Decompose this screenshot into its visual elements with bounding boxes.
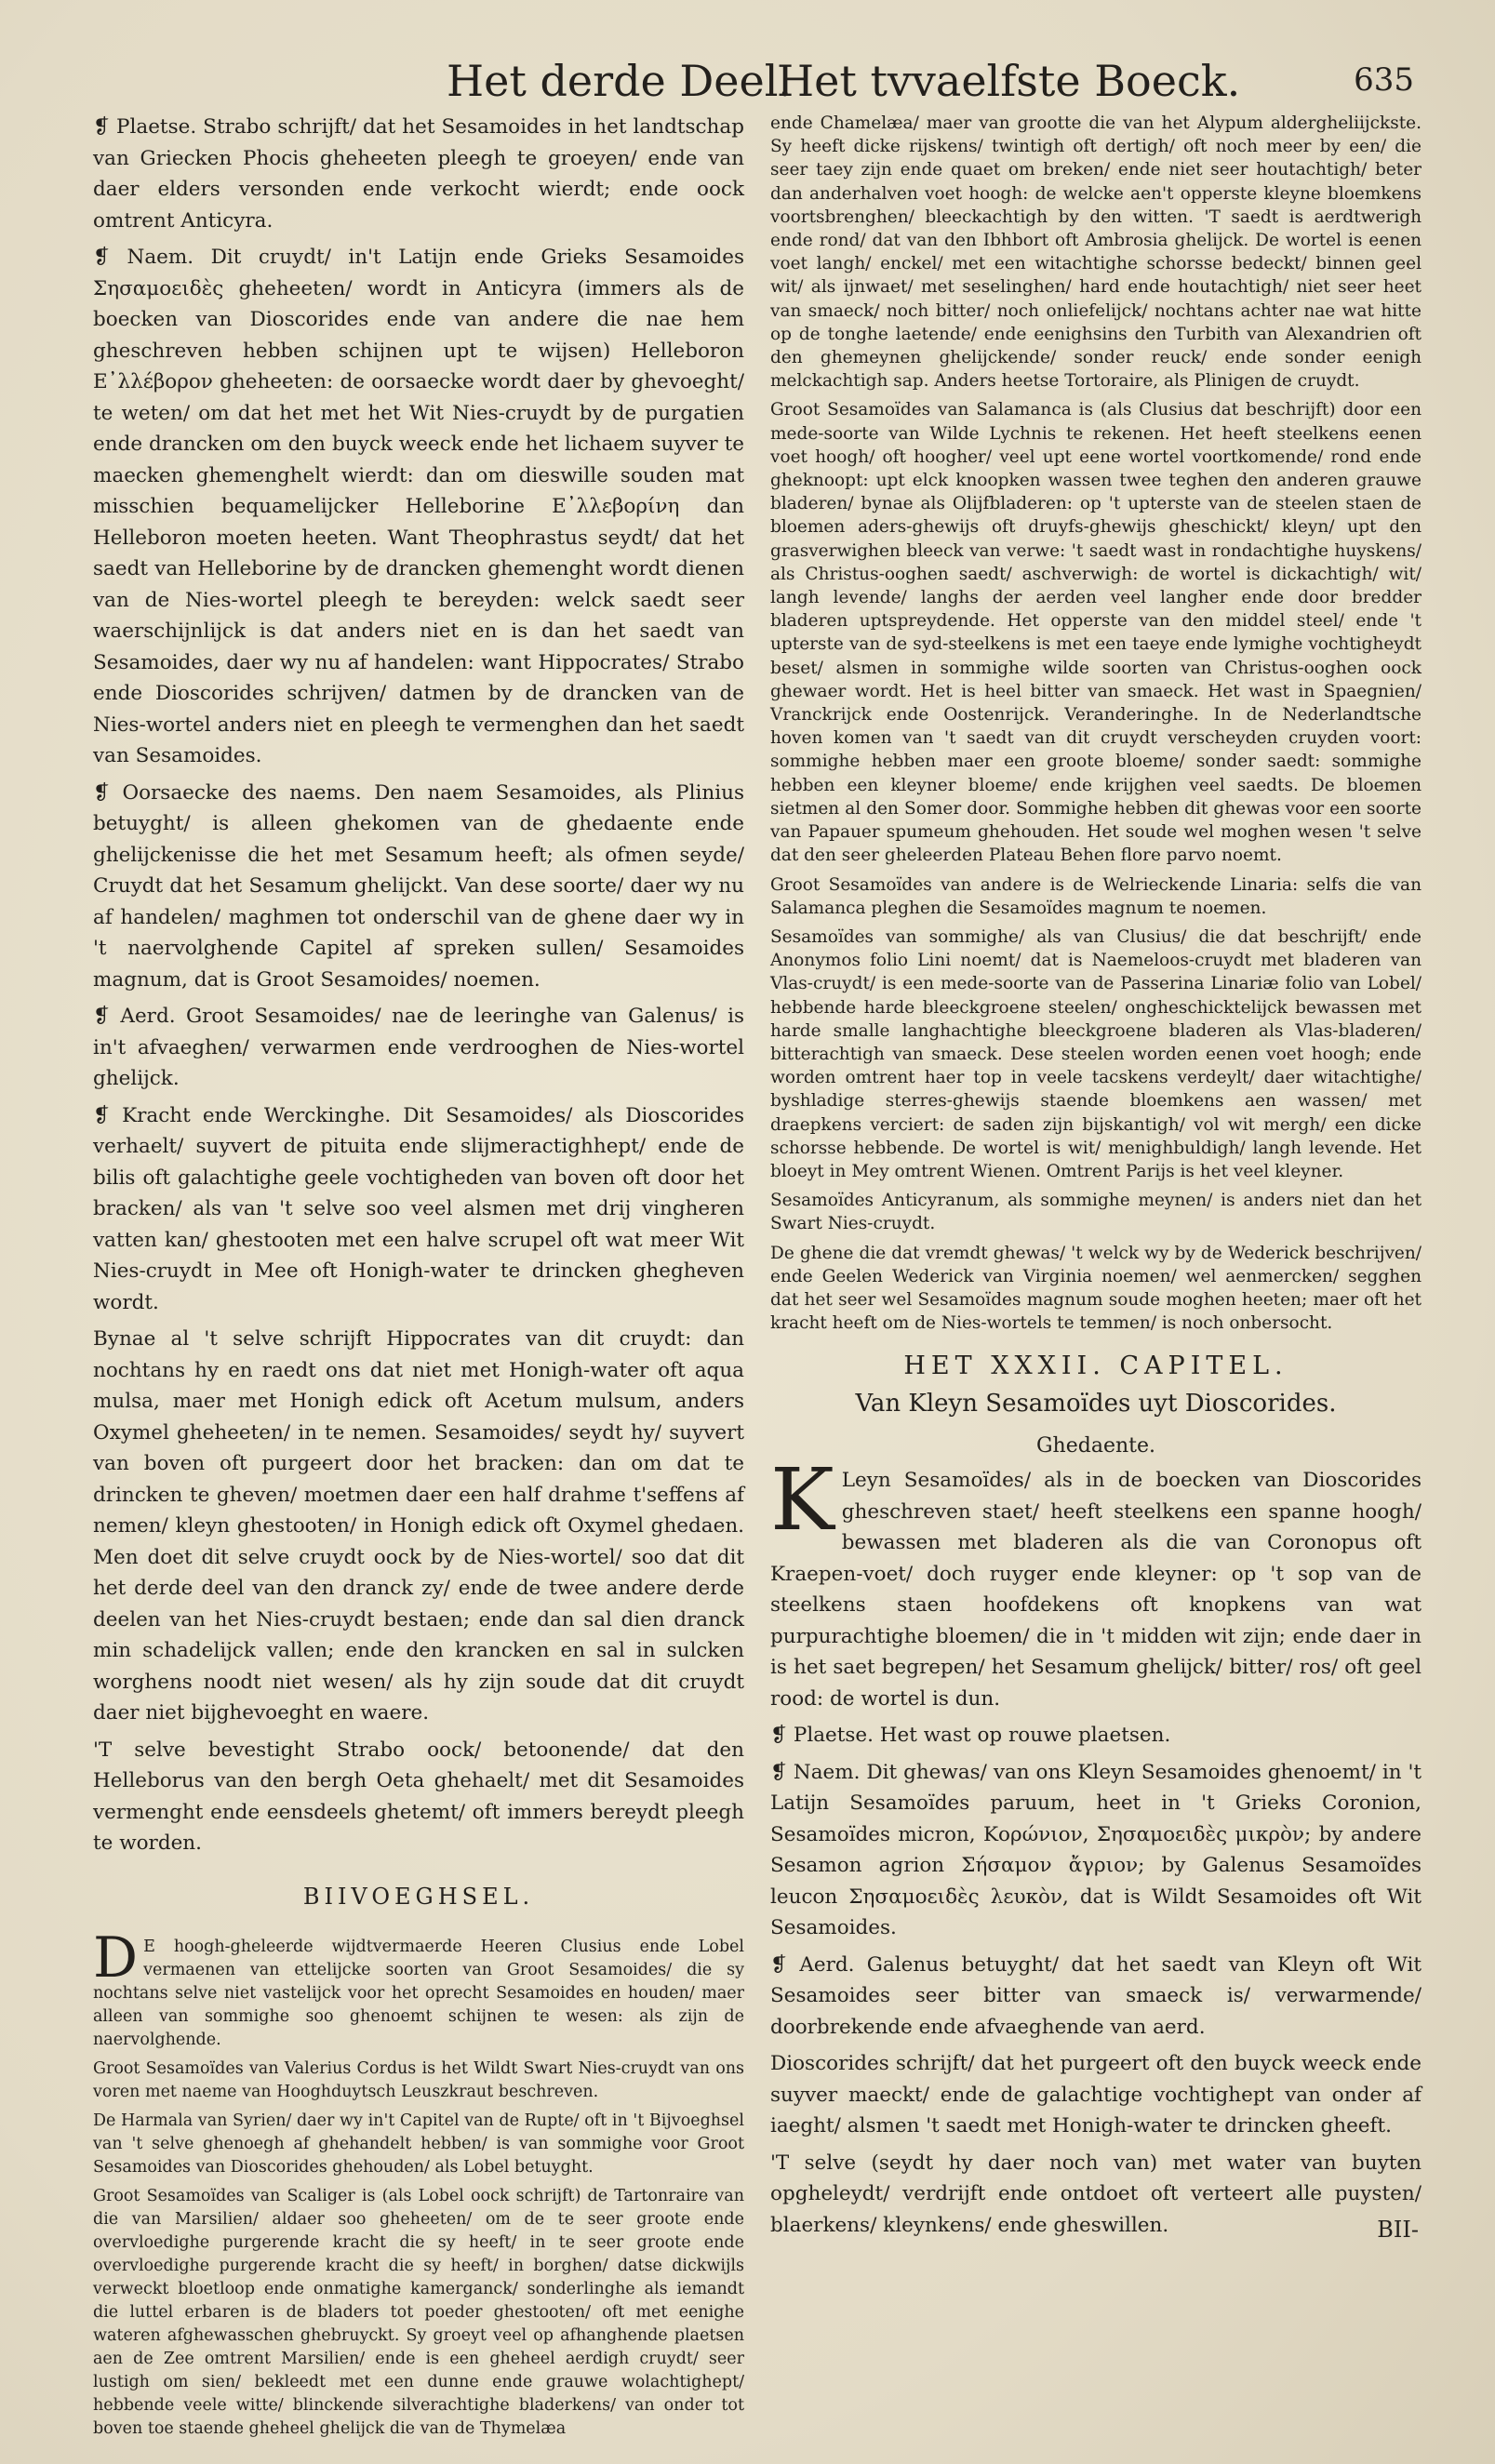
left-column	[93, 112, 744, 2446]
paragraph-aerd: ❡ Aerd. Groot Sesamoides/ nae de leeringhe van Galenus/ is in't afvaeghen/ verwarmen ende verdrooghen de Nies-wortel ghelijck.	[93, 1005, 744, 1090]
paragraph-anonymos: Sesamoïdes van sommighe/ als van Clusius/ die dat beschrijft/ ende Anonymos folio Lini noemt/ dat is Naemeloos-cruydt met bladeren van Vlas-cruydt/ is een mede-soorte van de Passerina Linariæ folio van Lobel/ hebbende harde bleeckgroene steelen/ ongheschicktelijck bewassen met harde smalle langhachtighe bleeckgroene bladeren als Vlas-bladeren/ bitterachtigh van smaeck. Dese steelen worden eenen voet hoogh; ende worden omtrent haer top in veele tacskens verdeylt/ daer witachtighe/ byshladige sterres-ghewijs staende bloemkens aen wassen/ met draepkens verciert: de saden zijn bijskantigh/ vol wit mergh/ een dicke schorsse hebbende. De wortel is wit/ menighbuldigh/ langh levende. Het bloeyt in Mey omtrent Wienen. Omtrent Parijs is het veel kleyner.	[770, 926, 1422, 1181]
running-header	[447, 48, 1414, 113]
appendix-intro-text: E hoogh-gheleerde wijdtvermaerde Heeren Clusius ende Lobel vermaenen van ettelijcke soorten van Groot Sesamoides/ die sy nochtans selve niet vastelijck voor het oprecht Sesamoides en houden/ maer alleen van sommighe soo ghenoemt schijnen te wesen: als zijn de naervolghende.	[93, 1937, 744, 2049]
chapter-paragraph-naem: ❡ Naem. Dit ghewas/ van ons Kleyn Sesamoides ghenoemt/ in 't Latijn Sesamoïdes paruum, heet in 't Grieks Coronion, Sesamoïdes micron, Κορώνιον, Σησαμοειδὲς μικρὸν; by andere Sesamon agrion Σήσαμον ἄγριον; by Galenus Sesamoïdes leucon Σησαμοειδὲς λευκὸν, dat is Wildt Sesamoides oft Wit Sesamoides.	[770, 1760, 1422, 1940]
paragraph-wederick: De ghene die dat vremdt ghewas/ 't welck wy by de Wederick beschrijven/ ende Geelen Wederick van Virginia noemen/ wel aenmercken/ segghen dat het seer wel Sesamoïdes magnum soude moghen heeten; maer oft het kracht heeft om de Nies-wortels te temmen/ is noch onbersocht.	[770, 1243, 1422, 1334]
right-column	[770, 112, 1422, 2246]
chapter-description-text: Leyn Sesamoïdes/ als in de boecken van Dioscorides gheschreven staet/ heeft steelkens een spanne hoogh/ bewassen met bladeren als die van Coronopus oft Kraepen-voet/ doch ruyger ende kleyner: op 't sop van de steelkens staen hoofdekens oft knopkens van wat purpurachtighe bloemen/ die in 't midden wit zijn; ende daer in is het saet begrepen/ het Sesamum ghelijck/ bitter/ ros/ oft geel rood: de wortel is dun.	[770, 1469, 1422, 1711]
paragraph-kracht: ❡ Kracht ende Werckinghe. Dit Sesamoides/ als Dioscorides verhaelt/ suyvert de pituita ende slijmeractighhept/ ende de bilis oft galachtighe geele vochtigheden van boven oft door het bracken/ als van 't selve soo veel alsmen met drij vingheren vatten kan/ ghestooten met een halve scrupel oft wat meer Wit Nies-cruydt in Mee oft Honigh-water te drincken ghegheven wordt.	[93, 1103, 744, 1314]
chapter-label-ghedaente: Ghedaente.	[1035, 1434, 1155, 1458]
appendix-cordus: Groot Sesamoïdes van Valerius Cordus is het Wildt Swart Nies-cruydt van ons voren met naeme van Hooghduytsch Leuszkraut beschreven.	[93, 2058, 744, 2101]
paragraph-anticyranum: Sesamoïdes Anticyranum, als sommighe meynen/ is anders niet dan het Swart Nies-cruydt.	[770, 1191, 1422, 1234]
paragraph-oorsaecke: ❡ Oorsaecke des naems. Den naem Sesamoides, als Plinius betuyght/ is alleen ghekomen van de ghedaente ende ghelijckenisse die het met Sesamum heeft; als ofmen seyde/ Cruydt dat het Sesamum ghelijckt. Van dese soorte/ daer wy nu af handelen/ maghmen tot onderschil van de ghene daer wy in 't naervolghende Capitel af spreken sullen/ Sesamoides magnum, dat is Groot Sesamoides/ noemen.	[93, 780, 744, 992]
section-title-bijvoeghsel: BIIVOEGHSEL.	[302, 1883, 535, 1910]
appendix-intro	[93, 1925, 744, 2052]
chapter-title: HET XXXII. CAPITEL.	[903, 1352, 1288, 1381]
paragraph-salamanca: Groot Sesamoïdes van Salamanca is (als Clusius dat beschrijft) door een mede-soorte van Wilde Lychnis te rekenen. Het heeft steelkens eenen voet hoogh/ oft hoogher/ veel upt eene wortel voortkomende/ rond ende gheknoopt: upt elck knoopken wassen twee teghen den anderen grauwe bladeren/ bynae als Olijfbladeren: op 't upterste van de steelen staen de bloemen aders-ghewijs oft druyfs-ghewijs gheschickt/ kleyn/ upt den grasverwighen bleeck van verwe: 't saedt wast in rondachtighe huyskens/ als Christus-ooghen saedt/ aschverwigh: de wortel is dickachtigh/ wit/ langh levende/ langhs der aerden veel langher ende door bredder bladeren uptspreydende. Het opperste van den middel steel/ ende 't upterste van de syd-steelkens is met een taeye ende lymighe vochtigheydt beset/ alsmen in sommighe wilde soorten van Christus-ooghen oock ghewaer wordt. Het is heel bitter van smaeck. Het wast in Spaegnien/ Vranckrijck ende Oostenrijck. Veranderinghe. In de Nederlandtsche hoven komen van 't saedt van dit cruydt verscheyden cruyden voort: sommighe hebben maer een groote bloeme/ sonder saedt: sommighe hebben een kleyner bloeme/ ende krijghen veel saedts. De bloemen sietmen al den Somer door. Sommighe hebben dit ghewas voor een soorte van Papauer spumeum ghehouden. Het soude wel moghen wesen 't selve dat den seer gheleerden Plateau Behen flore parvo noemt.	[770, 400, 1422, 866]
paragraph-naem: ❡ Naem. Dit cruydt/ in't Latijn ende Grieks Sesamoides Σησαμοειδὲς gheheeten/ wordt in Anticyra (immers als de boecken van Dioscorides ende van andere die nae hem gheschreven hebben schijnen upt te wijsen) Helleboron Ε᾽λλέβορον gheheeten: de oorsaecke wordt daer by ghevoeght/ te weten/ om dat het met het Wit Nies-cruydt by de purgatien ende drancken om den buyck weeck ende het lichaem suyver te maecken ghemenghelt wierdt: dan om dieswille souden mat misschien bequamelijcker Helleborine Ε᾽λλεβορίνη dan Helleboron moeten heeten. Want Theophrastus seydt/ dat het saedt van Helleborine by de drancken ghemenght wordt dienen van de Nies-wortel pleegh te bereyden: welck saedt seer waerschijnlijck is dat anders niet en is dan het saedt van Sesamoides, daer wy nu af handelen: want Hippocrates/ Strabo ende Dioscorides schrijven/ datmen by de drancken van de Nies-wortel anders niet en pleegh te vermenghen dan het saedt van Sesamoides.	[93, 246, 744, 767]
paragraph-linaria: Groot Sesamoïdes van andere is de Welrieckende Linaria: selfs die van Salamanca pleghen die Sesamoïdes magnum te noemen.	[770, 874, 1422, 918]
dropcap-k: K	[770, 1450, 834, 1551]
chapter-paragraph-description	[770, 1450, 1422, 1714]
paragraph-plaetse: ❡ Plaetse. Strabo schrijft/ dat het Sesamoides in het landtschap van Griecken Phocis gheheeten pleegh te groeyen/ ende van daer elders versonden ende verkocht wierdt; ende oock omtrent Anticyra.	[93, 115, 744, 233]
header-part-title: Het derde Deel.	[447, 56, 793, 106]
catchword: BII-	[1377, 2217, 1419, 2243]
chapter-paragraph-dioscorides: Dioscorides schrijft/ dat het purgeert oft den buyck weeck ende suyver maeckt/ ende de galachtige vochtighept van onder af iaeght/ alsmen 't saedt met Honigh-water te drincken gheeft.	[770, 2052, 1422, 2138]
header-book-title: Het tvvaelfste Boeck.	[777, 56, 1241, 106]
chapter-paragraph-aerd: ❡ Aerd. Galenus betuyght/ dat het saedt van Kleyn oft Wit Sesamoides seer bitter van smaeck is/ verwarmende/ doorbrekende ende afvaeghende van aerd.	[770, 1952, 1422, 2039]
chapter-subtitle: Van Kleyn Sesamoïdes uyt Dioscorides.	[855, 1390, 1337, 1418]
appendix-scaliger: Groot Sesamoïdes van Scaliger is (als Lobel oock schrijft) de Tartonraire van die van Marsilien/ aldaer soo gheheeten/ om de te seer groote ende overvloedighe purgerende kracht die sy heeft/ in te seer groote ende overvloedighe purgerende kracht die sy heeft/ in borghen/ datse dickwijls verweckt bloetloop ende onmatighe kamerganck/ sonderlinghe als iemandt die luttel erbaren is de bladers tot poeder ghestooten/ oft met eenighe wateren afghewasschen ghebruyckt. Sy groeyt veel op afhanghende plaetsen aen de Zee omtrent Marsilien/ ende is een gheheel aerdigh cruydt/ seer lustigh om sien/ bekleedt met een dunne ende grauwe wolachtighept/ hebbende veele witte/ blinckende silverachtighe bladerkens/ van onder tot boven toe staende gheheel ghelijck die van de Thymelæa	[93, 2186, 744, 2438]
chapter-paragraph-plaetse: ❡ Plaetse. Het wast op rouwe plaetsen.	[770, 1724, 1171, 1748]
paragraph-tartonraire-cont: ende Chamelæa/ maer van grootte die van het Alypum aldergheliijckste. Sy heeft dicke rijskens/ twintigh oft dertigh/ oft noch meer by een/ die seer taey zijn ende quaet om breken/ ende niet seer houtachtigh/ beter dan anderhalven voet hoogh: de welcke aen't opperste kleyne bloemkens voortsbrenghen/ bleeckachtigh by den witten. 'T saedt is aerdtwerigh ende rond/ dat van den Ibhbort oft Ambrosia ghelijck. De wortel is eenen voet langh/ enckel/ met een witachtighe schorsse bedeckt/ binnen geel wit/ als ijnwaet/ met seselinghen/ hard ende houtachtigh/ niet seer heet van smaeck/ noch bitter/ noch onliefelijck/ nochtans achter nae wat hitte op de tonghe laetende/ ende eenighsins den Turbith van Alexandrien oft den ghemeynen ghelijckende/ sonder reuck/ ende sonder eenigh melckachtigh sap. Anders heetse Tortoraire, als Plinigen de cruydt.	[770, 113, 1422, 392]
dropcap-d: D	[93, 1925, 139, 1991]
chapter-paragraph-selve: 'T selve (seydt hy daer noch van) met water van buyten opgheleydt/ verdrijft ende ontdoet oft verteert alle puysten/ blaerkens/ kleynkens/ ende gheswillen.	[770, 2151, 1422, 2237]
appendix-harmala: De Harmala van Syrien/ daer wy in't Capitel van de Rupte/ oft in 't Bijvoeghsel van 't selve ghenoegh af ghehandelt hebben/ is van sommighe voor Groot Sesamoides van Dioscorides ghehouden/ als Lobel betuyght.	[93, 2111, 744, 2177]
paragraph-strabo: 'T selve bevestight Strabo oock/ betoonende/ dat den Helleborus van den bergh Oeta ghehaelt/ met dit Sesamoides vermenght ende eensdeels ghetemt/ oft immers bereydt pleegh te worden.	[93, 1738, 744, 1855]
paragraph-hippocrates: Bynae al 't selve schrijft Hippocrates van dit cruydt: dan nochtans hy en raedt ons dat niet met Honigh-water oft aqua mulsa, maer met Honigh edick oft Acetum mulsum, anders Oxymel gheheeten/ in te nemen. Sesamoides/ seydt hy/ suyvert van boven oft purgeert door het bracken: dan om dat te drincken te gheven/ moetmen daer een half drahme t'seffens af nemen/ kleyn ghestooten/ in Honigh edick oft Oxymel ghedaen. Men doet dit selve cruydt oock by de Nies-wortel/ soo dat dit het derde deel van den dranck zy/ ende de twee andere derde deelen van het Nies-cruydt bestaen; ende dan sal dien dranck min schadelijck vallen; ende den krancken en sal in sulcken worghens noodt niet wesen/ als hy zijn soude dat dit cruydt daer niet bijghevoeght en waere.	[93, 1327, 744, 1725]
page-number: 635	[1354, 61, 1414, 99]
